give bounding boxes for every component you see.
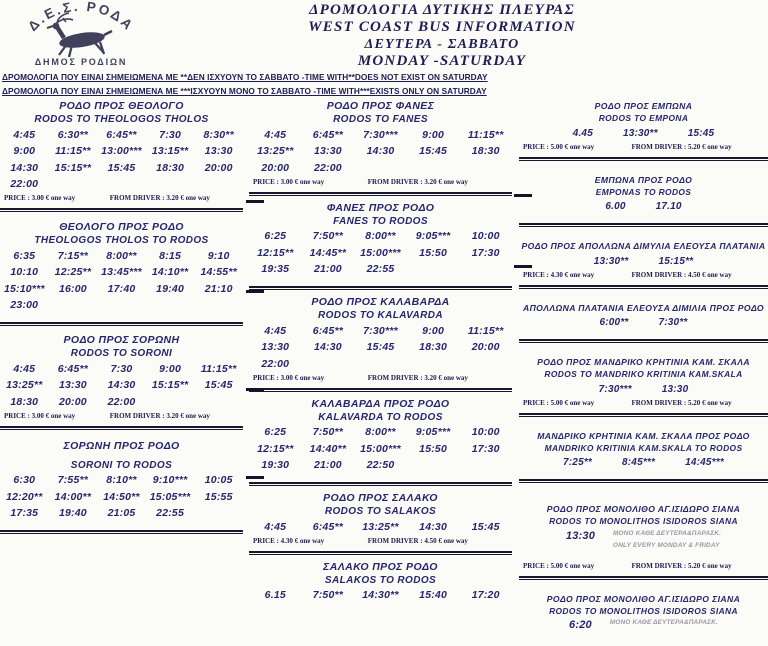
route-title-greek: ΦΑΝΕΣ ΠΡΟΣ ΡΟΔΟ (326, 201, 435, 214)
departure-row (519, 315, 768, 330)
time-cell: 17:30 (471, 246, 500, 259)
time-cell: 17.10 (655, 201, 682, 212)
time-cell: 15:55 (204, 490, 233, 503)
time-cell: 15:15** (151, 379, 189, 391)
route-title-english: EMPONAS TO RODOS (595, 186, 692, 197)
time-cell: 20:00 (471, 341, 500, 353)
time-cell: 13:00*** (101, 145, 142, 157)
time-cell: 4:45 (264, 128, 287, 141)
departure-row (0, 249, 243, 264)
time-cell: 17:35 (10, 507, 39, 519)
time-cell: 7:15** (57, 249, 89, 262)
time-cell: 17:40 (107, 282, 136, 295)
time-cell: 13:45*** (101, 266, 142, 278)
time-cell: 13:30 (565, 529, 596, 542)
departure-row (249, 442, 512, 457)
price-label: PRICE : 3.00 € one way (253, 373, 325, 382)
time-cell: 13:30 (204, 145, 233, 157)
time-cell: 18:30 (156, 161, 185, 174)
scan-artifact (246, 290, 264, 293)
departure-row (519, 529, 768, 550)
time-cell: 21:00 (313, 459, 342, 471)
timetable (519, 503, 768, 580)
timetable (249, 100, 512, 196)
price-row (519, 269, 768, 282)
departure-row (519, 455, 768, 470)
route-title-greek: ΡΟΔΟ ΠΡΟΣ ΜΟΝΟΛΙΘΟ ΑΓ.ΙΣΙΔΩΡΟ ΣΙΑΝΑ (546, 593, 741, 604)
time-cell: 7:25** (563, 457, 593, 468)
divider (519, 223, 768, 227)
des-roda-logo (14, 1, 148, 69)
scan-artifact (246, 388, 264, 391)
price-row (249, 372, 512, 385)
departure-row (249, 520, 512, 535)
time-cell: 19:40 (58, 507, 87, 519)
departure-row (519, 126, 768, 141)
time-cell: 6.00 (605, 201, 626, 212)
departure-row (519, 254, 768, 269)
route-title-english: KALAVARDA TO RODOS (318, 411, 443, 423)
time-cell: 4:45 (13, 128, 36, 141)
time-cell: 13:15** (151, 145, 189, 157)
price-row (249, 535, 512, 548)
time-cell: 7:30*** (598, 383, 632, 395)
time-cell: 13:30** (622, 127, 658, 139)
divider (0, 322, 243, 326)
legend-notes (2, 71, 602, 98)
divider (519, 285, 768, 289)
time-cell: 10:00 (471, 426, 500, 438)
saturday-only-note: ΔΡΟΜΟΛΟΓΙΑ ΠΟΥ ΕΙΝΑΙ ΣΗΜΕΙΩΜΕΝΑ ΜΕ ***ΙΣΧΥΟΥΝ ΜΟΝΟ ΤΟ ΣΑΒΒΑΤΟ -TIME WITH***EXISTS ONLY ON SATURDAY (2, 85, 487, 96)
time-cell: 15:45 (419, 145, 448, 157)
route-title-english: MANDRIKO KRITINIA KAM.SKALA TO RODOS (544, 442, 743, 453)
departure-row (0, 473, 243, 488)
scan-artifact (514, 265, 532, 268)
departure-row (249, 161, 512, 176)
departure-row (0, 490, 243, 505)
time-cell: 6:20 (569, 619, 592, 631)
time-cell: 12:20** (6, 490, 43, 503)
time-cell: 6:45** (312, 324, 344, 337)
timetable (519, 100, 768, 161)
time-cell: 9:05*** (415, 426, 451, 438)
price-label: PRICE : 3.00 € one way (4, 411, 76, 420)
price-label: PRICE : 4.30 € one way (523, 270, 595, 279)
time-cell: 15:05*** (149, 490, 191, 503)
divider (0, 426, 243, 430)
time-cell: 6:25 (264, 426, 287, 438)
time-cell: 19:30 (261, 459, 290, 471)
time-cell: 6:30 (13, 474, 36, 486)
time-cell: 8:00** (106, 249, 137, 262)
title-line-english: WEST COAST BUS INFORMATION (308, 19, 576, 35)
route-title-english: RODOS TO EMPONA (598, 113, 689, 123)
departure-row (0, 177, 243, 192)
route-title-greek: ΣΟΡΩΝΗ ΠΡΟΣ ΡΟΔΟ (63, 439, 180, 452)
time-cell: 7:55** (57, 474, 89, 486)
time-cell: 14:55** (200, 266, 237, 278)
time-cell: 13:25** (6, 379, 43, 391)
divider (249, 551, 512, 555)
timetable (0, 334, 243, 430)
time-cell: 7:30** (658, 317, 688, 328)
timetable (249, 202, 512, 291)
timetable-column-right (519, 100, 768, 646)
departure-row (249, 128, 512, 143)
timetable (249, 296, 512, 392)
time-cell: 15:45 (471, 520, 500, 533)
deer-icon (47, 13, 112, 57)
timetable (0, 100, 243, 212)
divider (0, 208, 243, 212)
service-note: ΜΟΝΟ ΚΑΘΕ ΔΕΥΤΕΡΑ&ΠΑΡΑΣΚ. (609, 619, 718, 626)
time-cell: 14:50** (103, 490, 140, 503)
time-cell: 22:55 (366, 263, 395, 275)
price-label: PRICE : 4.30 € one way (253, 536, 325, 545)
departure-row (249, 357, 512, 372)
divider (519, 339, 768, 343)
timetable (0, 221, 243, 326)
departure-row (0, 161, 243, 176)
time-cell: 14:30** (362, 589, 399, 601)
divider (0, 530, 243, 534)
time-cell: 8:30** (203, 128, 234, 141)
time-cell: 13:30** (593, 255, 629, 267)
time-cell: 15:45 (687, 127, 715, 139)
departure-row (0, 282, 243, 297)
timetable (519, 174, 768, 228)
price-from-driver-label: FROM DRIVER : 4.50 € one way (367, 536, 468, 545)
title-days-english: MONDAY -SATURDAY (357, 53, 527, 69)
time-cell: 6:30** (57, 128, 89, 141)
time-cell: 14:30 (366, 145, 395, 157)
price-label: PRICE : 3.00 € one way (4, 194, 76, 202)
time-cell: 15:45 (107, 161, 136, 174)
departure-row (249, 144, 512, 159)
time-cell: 6:45** (106, 128, 137, 141)
time-cell: 21:10 (204, 282, 233, 295)
price-from-driver-label: FROM DRIVER : 5.20 € one way (631, 561, 732, 570)
title-line-greek: ΔΡΟΜΟΛΟΓΙΑ ΔΥΤΙΚΗΣ ΠΛΕΥΡΑΣ (309, 2, 575, 18)
time-cell: 15:50 (419, 442, 448, 455)
price-label: PRICE : 3.00 € one way (253, 177, 325, 186)
time-cell: 11:15** (467, 324, 504, 337)
time-cell: 12:15** (257, 442, 294, 455)
time-cell: 12:15** (257, 246, 294, 259)
departure-row (249, 425, 512, 440)
time-cell: 18:30 (471, 145, 500, 157)
departure-row (0, 378, 243, 393)
time-cell: 16:00 (58, 282, 87, 295)
time-cell: 11:15** (55, 145, 91, 157)
route-title-english: RODOS TO MONOLITHOS ISIDOROS SIANA (549, 605, 738, 616)
timetable (519, 240, 768, 289)
time-cell: 6.15 (264, 589, 286, 601)
time-cell: 11:15** (467, 128, 504, 141)
time-cell: 22:00 (107, 395, 136, 408)
time-cell: 15:00*** (360, 246, 401, 259)
time-cell: 14:10** (151, 266, 189, 278)
route-title-greek: ΡΟΔΟ ΠΡΟΣ ΜΟΝΟΛΙΘΟ ΑΓ.ΙΣΙΔΩΡΟ ΣΙΑΝΑ (546, 504, 741, 514)
time-cell: 8:10** (106, 474, 137, 486)
timetable (519, 302, 768, 344)
timetable-column-left (0, 100, 243, 541)
time-cell: 15:45 (204, 379, 233, 391)
time-cell: 8:15 (159, 249, 181, 262)
title-days-greek: ΔΕΥΤΕΡΑ - ΣΑΒΒΑΤΟ (364, 37, 520, 52)
time-cell: 7:50** (312, 426, 344, 438)
time-cell: 6:45** (312, 520, 344, 533)
price-label: PRICE : 5.00 € one way (523, 561, 595, 570)
time-cell: 18:30 (10, 395, 39, 408)
time-cell: 7:30*** (363, 128, 398, 141)
route-title-greek: ΕΜΠΩΝΑ ΠΡΟΣ ΡΟΔΟ (594, 174, 693, 185)
time-cell: 12:25** (54, 266, 92, 278)
price-row (519, 141, 768, 154)
time-cell: 15:45 (366, 341, 395, 353)
route-title-english: RODOS TO KALAVARDA (318, 310, 443, 321)
time-cell: 7:30*** (363, 324, 398, 337)
price-label: PRICE : 5.00 € one way (523, 142, 595, 151)
time-cell: 7:30 (110, 362, 133, 375)
time-cell: 10:05 (204, 474, 233, 486)
route-title-greek: ΡΟΔΟ ΠΡΟΣ ΜΑΝΔΡΙΚΟ ΚΡΗΤΙΝΙΑ ΚΑΜ. ΣΚΑΛΑ (537, 357, 750, 367)
time-cell: 21:05 (107, 507, 136, 519)
time-cell: 4:45 (264, 520, 287, 533)
departure-row (249, 229, 512, 244)
time-cell: 11:15** (200, 362, 237, 375)
time-cell: 22:00 (261, 357, 290, 370)
time-cell: 7:50** (312, 230, 344, 242)
time-cell: 14:00** (54, 490, 92, 503)
departure-row (249, 262, 512, 277)
time-cell: 22:55 (156, 507, 185, 519)
time-cell: 4:45 (13, 362, 36, 375)
time-cell: 6:25 (264, 230, 287, 242)
route-title-greek: ΣΑΛΑΚΟ ΠΡΟΣ ΡΟΔΟ (323, 560, 438, 573)
time-cell: 14:30 (107, 379, 136, 391)
departure-row (0, 506, 243, 521)
time-cell: 14:45** (309, 246, 347, 259)
time-cell: 9:00 (422, 128, 444, 141)
route-title-english: SALAKOS TO RODOS (324, 574, 437, 586)
divider (519, 157, 768, 161)
service-notes (613, 529, 721, 550)
time-cell: 14:30 (419, 520, 448, 533)
time-cell: 9:00 (13, 145, 36, 157)
time-cell: 13:25** (257, 145, 294, 157)
time-cell: 19:40 (156, 282, 185, 295)
time-cell: 15:50 (419, 246, 448, 259)
time-cell: 13:30 (261, 341, 290, 353)
time-cell: 23:00 (10, 299, 39, 311)
departure-row (0, 128, 243, 143)
time-cell: 15:15** (54, 161, 92, 174)
price-row (249, 176, 512, 189)
time-cell: 15:10*** (3, 282, 45, 295)
departure-row (249, 458, 512, 473)
departure-row (519, 199, 768, 214)
route-title-english: RODOS TO SORONI (70, 348, 173, 359)
route-title-greek: ΡΟΔΟ ΠΡΟΣ ΘΕΟΛΟΓΟ (59, 100, 184, 112)
timetable (249, 492, 512, 555)
departure-row (0, 265, 243, 280)
price-from-driver-label: FROM DRIVER : 3.20 € one way (109, 194, 210, 202)
time-cell: 6:45** (312, 128, 344, 141)
route-title-greek: ΑΠΟΛΛΩΝΑ ΠΛΑΤΑΝΙΑ ΕΛΕΟΥΣΑ ΔΙΜΙΛΙΑ ΠΡΟΣ ΡΟΔΟ (522, 302, 765, 313)
time-cell: 13:30 (58, 379, 87, 391)
time-cell: 22:00 (10, 178, 39, 190)
departure-row (519, 382, 768, 397)
route-title-english: RODOS TO MANDRIKO KRITINIA ΚΑΜ.SKALA (544, 369, 743, 379)
divider (519, 576, 768, 580)
departure-row (249, 588, 512, 603)
time-cell: 15:15** (658, 255, 694, 267)
price-from-driver-label: FROM DRIVER : 4.50 € one way (631, 270, 732, 279)
timetable (519, 356, 768, 417)
time-cell: 4:45 (264, 324, 287, 337)
time-cell: 10:00 (471, 230, 500, 242)
route-title-greek: ΡΟΔΟ ΠΡΟΣ ΕΜΠΩΝΑ (594, 101, 693, 111)
departure-row (249, 246, 512, 261)
time-cell: 9:00 (422, 324, 444, 337)
time-cell: 19:35 (261, 263, 290, 275)
route-title-english: FANES TO RODOS (333, 215, 428, 227)
time-cell: 10:10 (10, 266, 39, 278)
route-title-english: RODOS TO SALAKOS (324, 506, 437, 517)
time-cell: 13:30 (313, 145, 342, 157)
time-cell: 13:25** (362, 520, 399, 533)
time-cell: 9:10*** (152, 474, 188, 486)
divider (519, 413, 768, 417)
service-note: ONLY EVERY MONDAY & FRIDAY (613, 541, 720, 549)
timetable (519, 430, 768, 484)
route-title-english: SORONI TO RODOS (70, 459, 173, 471)
route-title-greek: ΡΟΔΟ ΠΡΟΣ ΦΑΝΕΣ (326, 100, 435, 112)
timetable (249, 398, 512, 487)
departure-row (249, 340, 512, 355)
time-cell: 6:35 (13, 249, 36, 262)
price-from-driver-label: FROM DRIVER : 3.20 € one way (367, 177, 468, 186)
route-title-greek: ΡΟΔΟ ΠΡΟΣ ΑΠΟΛΛΩΝΑ ΔΙΜΥΛΙΑ ΕΛΕΟΥΣΑ ΠΛΑΤΑΝΙΑ (521, 241, 766, 251)
divider (249, 388, 512, 392)
price-row (0, 410, 243, 423)
time-cell: 7:30 (159, 128, 181, 141)
scan-artifact (246, 200, 264, 203)
price-row (519, 560, 768, 573)
time-cell: 9:05*** (415, 230, 451, 242)
divider (249, 192, 512, 196)
time-cell: 20:00 (261, 161, 290, 174)
time-cell: 7:50** (312, 589, 344, 601)
timetable-column-middle (249, 100, 512, 609)
time-cell: 15:40 (419, 589, 448, 601)
time-cell: 8:00** (365, 426, 396, 438)
departure-row (0, 395, 243, 410)
timetable (249, 561, 512, 604)
time-cell: 14:30 (10, 161, 39, 174)
route-title-greek: ΡΟΔΟ ΠΡΟΣ ΣΟΡΩΝΗ (63, 334, 180, 346)
timetable (0, 440, 243, 535)
scan-artifact (246, 476, 264, 479)
departure-row (249, 324, 512, 339)
time-cell: 18:30 (419, 341, 448, 353)
route-title-english: THEOLOGOS THOLOS TO RODOS (34, 235, 209, 246)
route-title-english: RODOS TO FANES (333, 114, 428, 125)
divider (519, 479, 768, 483)
time-cell: 6:00** (599, 317, 629, 328)
price-row (519, 397, 768, 410)
time-cell: 9:10 (207, 249, 230, 262)
svg-text:Δ.Ε.Σ. ΡΟΔΑ (25, 1, 137, 34)
price-from-driver-label: FROM DRIVER : 3.20 € one way (109, 411, 210, 420)
time-cell: 6:45** (57, 362, 89, 375)
timetable (519, 593, 768, 634)
time-cell: 22:50 (366, 459, 395, 471)
route-title-english: RODOS TO THEOLOGOS THOLOS (34, 114, 209, 125)
route-title-greek: ΜΑΝΔΡΙΚΟ ΚΡΗΤΙΝΙΑ ΚΑΜ. ΣΚΑΛΑ ΠΡΟΣ ΡΟΔΟ (537, 430, 750, 441)
time-cell: 21:00 (313, 263, 342, 275)
time-cell: 14:30 (313, 341, 342, 353)
route-title-greek: ΡΟΔΟ ΠΡΟΣ ΚΑΛΑΒΑΡΔΑ (311, 296, 450, 308)
time-cell: 14:45*** (685, 457, 724, 468)
time-cell: 22:00 (313, 161, 342, 174)
time-cell: 8:00** (365, 230, 396, 242)
time-cell: 20:00 (204, 161, 233, 174)
time-cell: 17:30 (471, 442, 500, 455)
price-row (0, 192, 243, 205)
price-from-driver-label: FROM DRIVER : 5.20 € one way (631, 142, 732, 151)
route-title-greek: ΘΕΟΛΟΓΟ ΠΡΟΣ ΡΟΔΟ (59, 221, 184, 233)
divider (249, 482, 512, 486)
departure-row (0, 144, 243, 159)
time-cell: 20:00 (58, 395, 87, 408)
departure-row (0, 298, 243, 313)
price-from-driver-label: FROM DRIVER : 5.20 € one way (631, 398, 732, 407)
price-label: PRICE : 5.00 € one way (523, 398, 595, 407)
service-notes (610, 618, 718, 627)
time-cell: 17:20 (471, 589, 500, 601)
saturday-exclusion-note: ΔΡΟΜΟΛΟΓΙΑ ΠΟΥ ΕΙΝΑΙ ΣΗΜΕΙΩΜΕΝΑ ΜΕ **ΔΕΝ ΙΣΧΥΟΥΝ ΤΟ ΣΑΒΒΑΤΟ -TIME WITH**DOES NOT EXIST ON SATURDAY (2, 72, 488, 82)
time-cell: 9:00 (159, 362, 181, 375)
departure-row (0, 362, 243, 377)
scan-artifact (514, 194, 532, 197)
route-title-english: RODOS TO MONOLITHOS ISIDOROS SIANA (549, 516, 738, 526)
time-cell: 13:30 (661, 383, 689, 395)
time-cell: 4.45 (572, 127, 593, 139)
time-cell: 8:45*** (622, 457, 656, 468)
document-title (232, 2, 652, 70)
route-title-greek: ΡΟΔΟ ΠΡΟΣ ΣΑΛΑΚΟ (323, 492, 438, 504)
divider (249, 286, 512, 290)
time-cell: 14:40** (309, 442, 347, 455)
price-from-driver-label: FROM DRIVER : 3.20 € one way (367, 373, 468, 382)
time-cell: 15:00*** (360, 442, 401, 455)
logo-arc-text: Δ.Ε.Σ. ΡΟΔΑ (25, 1, 137, 34)
route-title-greek: ΚΑΛΑΒΑΡΔΑ ΠΡΟΣ ΡΟΔΟ (311, 397, 450, 410)
service-note: ΜΟΝΟ ΚΑΘΕ ΔΕΥΤΕΡΑ&ΠΑΡΑΣΚ. (613, 529, 722, 537)
logo-subtitle: ΔΗΜΟΣ ΡΟΔΙΩΝ (34, 57, 128, 67)
departure-row (519, 618, 768, 633)
